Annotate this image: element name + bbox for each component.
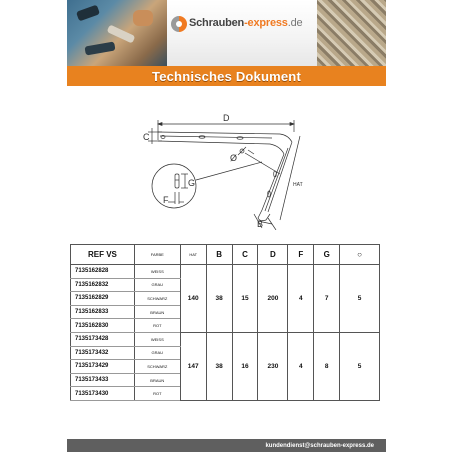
ref-cell: 7135173429 bbox=[71, 360, 135, 374]
g-cell: 7 bbox=[314, 265, 340, 333]
hat-cell: 140 bbox=[180, 265, 206, 333]
page-title: Technisches Dokument bbox=[152, 68, 301, 84]
label-hat: HAT bbox=[293, 182, 303, 188]
header-c: C bbox=[232, 245, 258, 265]
hat-cell: 147 bbox=[180, 332, 206, 400]
label-g: G bbox=[188, 178, 196, 188]
label-f: F bbox=[163, 195, 169, 205]
spec-table bbox=[70, 244, 380, 401]
c-cell: 15 bbox=[232, 265, 258, 333]
ref-cell: 7135173428 bbox=[71, 332, 135, 346]
header-photo-tools bbox=[67, 0, 167, 66]
table-row bbox=[71, 265, 380, 279]
label-d: D bbox=[223, 113, 230, 123]
color-cell: WEISS bbox=[134, 265, 180, 279]
color-cell: SCHWARZ bbox=[134, 360, 180, 374]
table-row bbox=[71, 332, 380, 346]
b-cell: 38 bbox=[206, 332, 232, 400]
color-cell: ROT bbox=[134, 319, 180, 333]
footer-email[interactable]: kundendienst@schrauben-express.de bbox=[265, 442, 374, 449]
footer-bar bbox=[67, 439, 386, 452]
ref-cell: 7135162830 bbox=[71, 319, 135, 333]
logo-mark-icon bbox=[171, 16, 187, 32]
ref-cell: 7135162832 bbox=[71, 278, 135, 292]
header-f: F bbox=[288, 245, 314, 265]
label-c: C bbox=[143, 132, 150, 142]
header-banner bbox=[67, 0, 386, 66]
table-header-row bbox=[71, 245, 380, 265]
header-diameter: ○ bbox=[340, 245, 380, 265]
b-cell: 38 bbox=[206, 265, 232, 333]
header-farbe: FARBE bbox=[134, 245, 180, 265]
ref-cell: 7135173430 bbox=[71, 387, 135, 401]
d-cell: 230 bbox=[258, 332, 288, 400]
logo-text: Schrauben-express.de bbox=[189, 17, 303, 29]
header-photo-screws bbox=[317, 0, 386, 66]
label-b: B bbox=[257, 219, 264, 229]
technical-drawing bbox=[130, 110, 330, 230]
color-cell: BRAUN bbox=[134, 305, 180, 319]
color-cell: WEISS bbox=[134, 332, 180, 346]
color-cell: GRAU bbox=[134, 278, 180, 292]
color-cell: SCHWARZ bbox=[134, 292, 180, 306]
color-cell: BRAUN bbox=[134, 373, 180, 387]
header-d: D bbox=[258, 245, 288, 265]
f-cell: 4 bbox=[288, 265, 314, 333]
c-cell: 16 bbox=[232, 332, 258, 400]
header-b: B bbox=[206, 245, 232, 265]
header-g: G bbox=[314, 245, 340, 265]
ref-cell: 7135173432 bbox=[71, 346, 135, 360]
diameter-cell: 5 bbox=[340, 332, 380, 400]
label-diameter: Ø bbox=[230, 153, 238, 163]
color-cell: GRAU bbox=[134, 346, 180, 360]
ref-cell: 7135173433 bbox=[71, 373, 135, 387]
ref-cell: 7135162833 bbox=[71, 305, 135, 319]
header-ref: REF VS bbox=[71, 245, 135, 265]
logo bbox=[167, 0, 317, 66]
title-bar bbox=[67, 66, 386, 86]
color-cell: ROT bbox=[134, 387, 180, 401]
d-cell: 200 bbox=[258, 265, 288, 333]
g-cell: 8 bbox=[314, 332, 340, 400]
header-hat: HAT bbox=[180, 245, 206, 265]
f-cell: 4 bbox=[288, 332, 314, 400]
diameter-cell: 5 bbox=[340, 265, 380, 333]
ref-cell: 7135162828 bbox=[71, 265, 135, 279]
ref-cell: 7135162829 bbox=[71, 292, 135, 306]
